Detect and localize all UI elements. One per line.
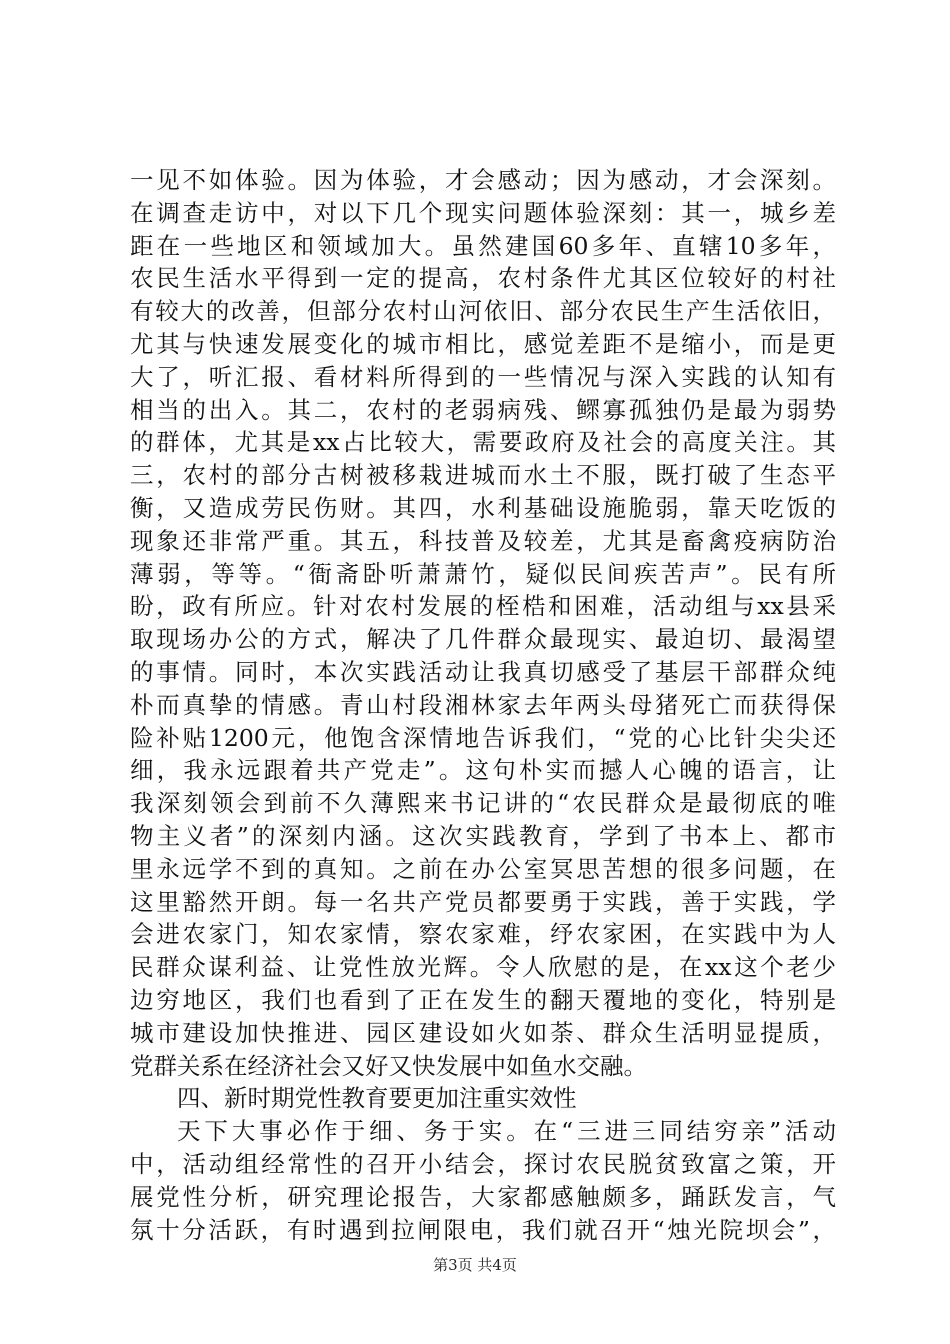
text-line: 氛十分活跃，有时遇到拉闸限电，我们就召开“烛光院坝会”，	[130, 1215, 836, 1244]
text-line: 的事情。同时，本次实践活动让我真切感受了基层干部群众纯	[130, 657, 836, 686]
text-line: 衡，又造成劳民伤财。其四，水利基础设施脆弱，靠天吃饭的	[130, 493, 836, 522]
text-line: 民群众谋利益、让党性放光辉。令人欣慰的是，在xx这个老少	[130, 953, 836, 982]
text-line: 盼，政有所应。针对农村发展的桎梏和困难，活动组与xx县采	[130, 592, 836, 621]
text-line: 距在一些地区和领域加大。虽然建国60多年、直辖10多年，	[130, 231, 836, 260]
text-line: 细，我永远跟着共产党走”。这句朴实而撼人心魄的语言，让	[130, 756, 836, 785]
text-line: 在调查走访中，对以下几个现实问题体验深刻：其一，城乡差	[130, 198, 836, 227]
text-line: 天下大事必作于细、务于实。在“三进三同结穷亲”活动	[177, 1117, 836, 1146]
page-number: 第3页 共4页	[433, 1256, 517, 1274]
text-line: 物主义者”的深刻内涵。这次实践教育，学到了书本上、都市	[130, 821, 836, 850]
text-line: 取现场办公的方式，解决了几件群众最现实、最迫切、最渴望	[130, 625, 836, 654]
text-line: 里永远学不到的真知。之前在办公室冥思苦想的很多问题，在	[130, 854, 836, 883]
text-line: 一见不如体验。因为体验，才会感动；因为感动，才会深刻。	[130, 166, 836, 194]
text-line: 薄弱，等等。“衙斋卧听萧萧竹，疑似民间疾苦声”。民有所	[130, 559, 836, 588]
text-line: 有较大的改善，但部分农村山河依旧、部分农民生产生活依旧，	[130, 297, 836, 326]
body-text	[130, 164, 836, 1246]
text-line: 的群体，尤其是xx占比较大，需要政府及社会的高度关注。其	[130, 428, 836, 457]
text-line: 农民生活水平得到一定的提高，农村条件尤其区位较好的村社	[130, 264, 836, 293]
section-heading: 四、新时期党性教育要更加注重实效性	[177, 1084, 577, 1113]
text-line: 险补贴1200元，他饱含深情地告诉我们，“党的心比针尖尖还	[130, 723, 836, 752]
text-line: 城市建设加快推进、园区建设如火如荼、群众生活明显提质，	[130, 1018, 836, 1047]
text-line: 大了，听汇报、看材料所得到的一些情况与深入实践的认知有	[130, 362, 836, 391]
text-line: 这里豁然开朗。每一名共产党员都要勇于实践，善于实践，学	[130, 887, 836, 916]
text-line: 现象还非常严重。其五，科技普及较差，尤其是畜禽疫病防治	[130, 526, 836, 555]
text-line: 相当的出入。其二，农村的老弱病残、鳏寡孤独仍是最为弱势	[130, 395, 836, 424]
text-line: 展党性分析，研究理论报告，大家都感触颇多，踊跃发言，气	[130, 1182, 836, 1211]
text-line: 党群关系在经济社会又好又快发展中如鱼水交融。	[130, 1051, 647, 1080]
text-line: 三，农村的部分古树被移栽进城而水土不服，既打破了生态平	[130, 461, 836, 490]
text-line: 边穷地区，我们也看到了正在发生的翻天覆地的变化，特别是	[130, 985, 836, 1014]
text-line: 朴而真挚的情感。青山村段湘林家去年两头母猪死亡而获得保	[130, 690, 836, 719]
text-line: 我深刻领会到前不久薄熙来书记讲的“农民群众是最彻底的唯	[130, 789, 836, 818]
text-line: 中，活动组经常性的召开小结会，探讨农民脱贫致富之策，开	[130, 1149, 836, 1178]
text-line: 会进农家门，知农家情，察农家难，纾农家困，在实践中为人	[130, 920, 836, 949]
text-line: 尤其与快速发展变化的城市相比，感觉差距不是缩小，而是更	[130, 329, 836, 358]
